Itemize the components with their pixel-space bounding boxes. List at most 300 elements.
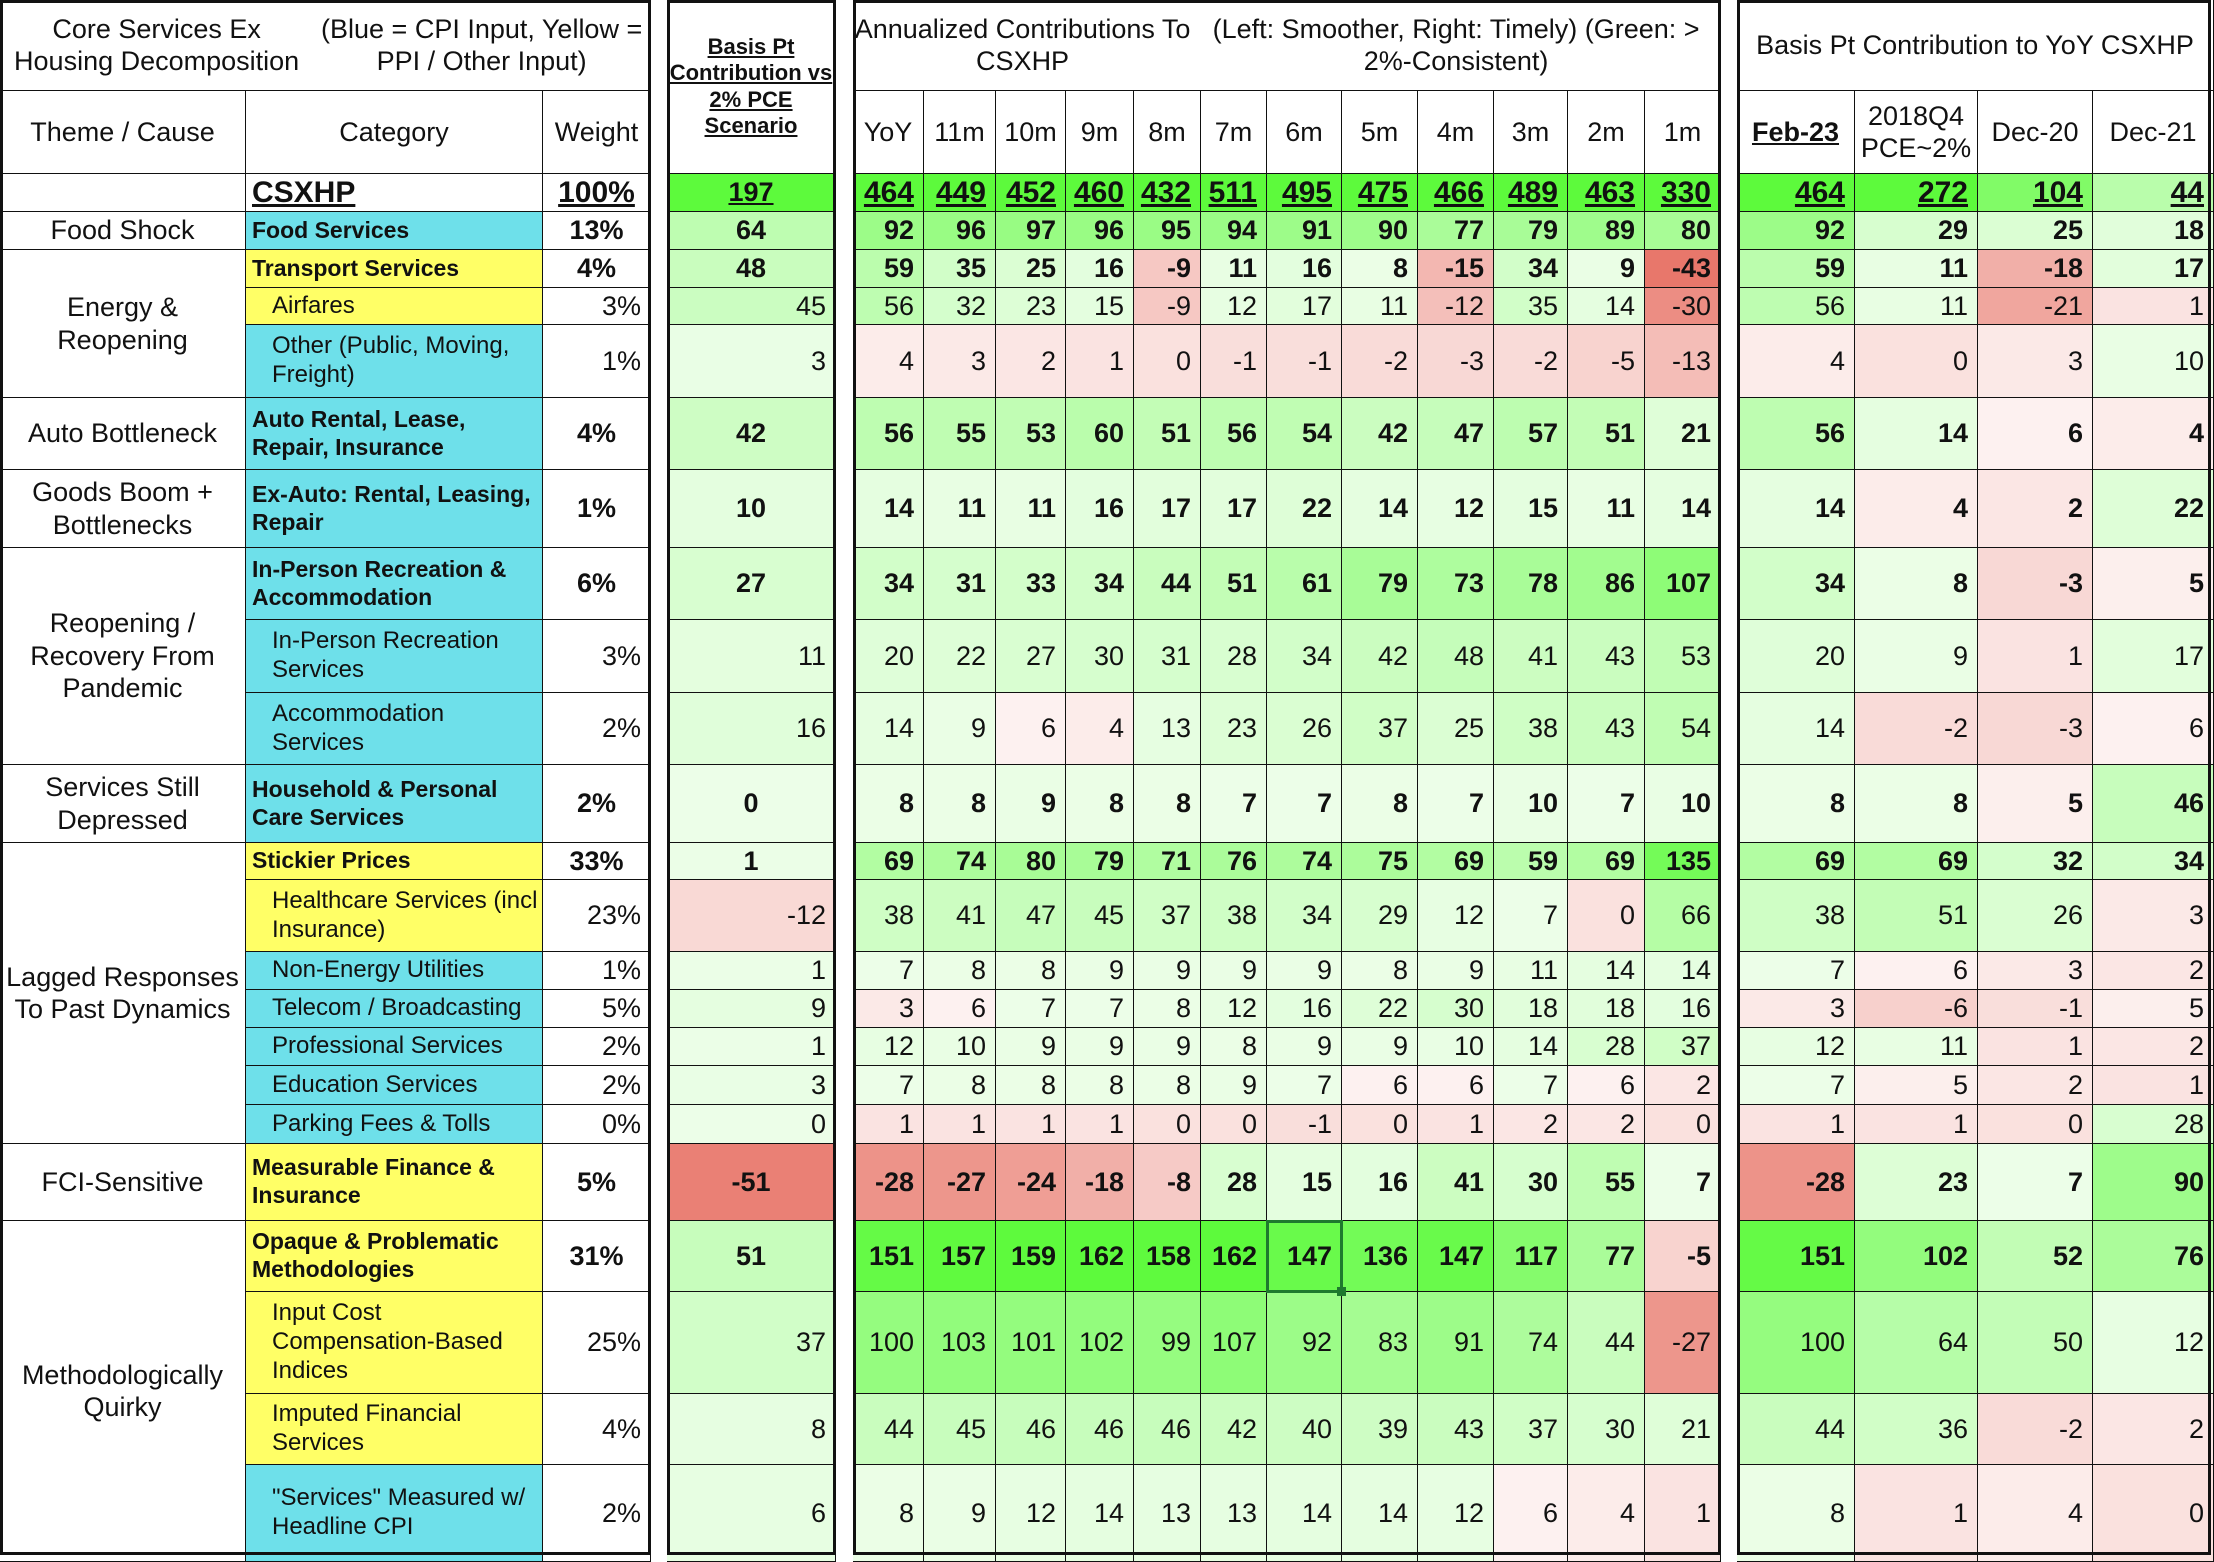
yoy-contribution-value[interactable]: 17 [2093,620,2214,693]
annualized-value-3m[interactable]: 59 [1494,843,1568,880]
annualized-value-6m[interactable]: 9 [1267,952,1342,990]
yoy-contribution-value[interactable]: 4 [2093,398,2214,470]
annualized-value-3m[interactable]: 79 [1494,212,1568,250]
yoy-contribution-value[interactable]: 29 [1855,212,1978,250]
annualized-value-3m[interactable]: 18 [1494,990,1568,1028]
annualized-value-3m[interactable]: 34 [1494,250,1568,288]
yoy-contribution-value[interactable]: 22 [2093,470,2214,548]
category-cell[interactable]: CSXHP [246,174,543,212]
theme-cell[interactable]: Lagged Responses To Past Dynamics [0,843,246,1144]
annualized-value-6m[interactable]: 74 [1267,843,1342,880]
annualized-value-4m[interactable]: 43 [1418,1394,1494,1465]
annualized-value-6m[interactable]: 17 [1267,288,1342,325]
yoy-contribution-value[interactable]: -3 [1978,548,2093,620]
period-header-8m[interactable]: 8m [1134,91,1201,174]
annualized-value-YoY[interactable]: 59 [853,250,924,288]
annualized-value-10m[interactable]: 452 [996,174,1066,212]
basis-value[interactable]: 27 [667,548,836,620]
annualized-value-5m[interactable]: 90 [1342,212,1418,250]
weight-cell[interactable]: 23% [543,880,651,952]
annualized-value-2m[interactable]: 18 [1568,990,1645,1028]
annualized-value-11m[interactable]: 9 [924,1465,996,1562]
annualized-value-YoY[interactable]: 56 [853,398,924,470]
annualized-value-6m[interactable]: 15 [1267,1144,1342,1221]
annualized-value-10m[interactable]: 46 [996,1394,1066,1465]
annualized-value-1m[interactable]: 80 [1645,212,1721,250]
annualized-value-5m[interactable]: 79 [1342,548,1418,620]
title-cell[interactable] [0,0,651,91]
annualized-value-2m[interactable]: 86 [1568,548,1645,620]
category-cell[interactable]: Auto Rental, Lease, Repair, Insurance [246,398,543,470]
weight-cell[interactable]: 13% [543,212,651,250]
basis-header[interactable]: Basis Pt Contribution vs 2% PCE Scenario [667,0,836,174]
yoy-contribution-value[interactable]: 69 [1737,843,1855,880]
annualized-value-1m[interactable]: -27 [1645,1292,1721,1394]
yoy-contribution-value[interactable]: -6 [1855,990,1978,1028]
annualized-value-2m[interactable]: 69 [1568,843,1645,880]
yoy-contribution-value[interactable]: 32 [1978,843,2093,880]
annualized-value-4m[interactable]: 6 [1418,1066,1494,1105]
weight-cell[interactable]: 4% [543,250,651,288]
category-cell[interactable]: Non-Energy Utilities [246,952,543,990]
theme-cell[interactable] [0,174,246,212]
annualized-value-5m[interactable]: 9 [1342,1028,1418,1066]
annualized-value-3m[interactable]: 117 [1494,1221,1568,1292]
annualized-value-10m[interactable]: 6 [996,693,1066,765]
category-cell[interactable]: Education Services [246,1066,543,1105]
annualized-value-6m[interactable]: 26 [1267,693,1342,765]
annualized-value-2m[interactable]: 14 [1568,288,1645,325]
weight-cell[interactable]: 5% [543,1144,651,1221]
yoy-contribution-value[interactable]: 36 [1855,1394,1978,1465]
annualized-value-YoY[interactable]: 4 [853,325,924,398]
annualized-value-2m[interactable]: 0 [1568,880,1645,952]
yoy-contribution-value[interactable]: 5 [2093,990,2214,1028]
annualized-value-1m[interactable]: -30 [1645,288,1721,325]
annualized-value-YoY[interactable]: 8 [853,765,924,843]
yoy-contribution-value[interactable]: -2 [1855,693,1978,765]
annualized-value-3m[interactable]: 41 [1494,620,1568,693]
annualized-value-7m[interactable]: 17 [1201,470,1267,548]
basis-value[interactable]: 64 [667,212,836,250]
annualized-value-5m[interactable]: 37 [1342,693,1418,765]
yoy-contribution-value[interactable]: 14 [1737,470,1855,548]
yoy-contribution-value[interactable]: 25 [1978,212,2093,250]
category-cell[interactable]: Food Services [246,212,543,250]
annualized-value-YoY[interactable]: 100 [853,1292,924,1394]
basis-value[interactable]: 0 [667,765,836,843]
annualized-value-7m[interactable]: 56 [1201,398,1267,470]
yoy-contribution-value[interactable]: 1 [2093,1066,2214,1105]
annualized-value-YoY[interactable]: 92 [853,212,924,250]
annualized-value-8m[interactable]: 0 [1134,1105,1201,1144]
basis-value[interactable]: 42 [667,398,836,470]
annualized-value-5m[interactable]: 14 [1342,470,1418,548]
category-cell[interactable]: "Services" Measured w/ Headline CPI [246,1465,543,1562]
annualized-value-2m[interactable]: 28 [1568,1028,1645,1066]
annualized-value-5m[interactable]: 83 [1342,1292,1418,1394]
annualized-value-7m[interactable]: 9 [1201,952,1267,990]
annualized-value-1m[interactable]: -43 [1645,250,1721,288]
annualized-value-2m[interactable]: 30 [1568,1394,1645,1465]
annualized-value-9m[interactable]: 460 [1066,174,1134,212]
annualized-value-5m[interactable]: 75 [1342,843,1418,880]
annualized-value-11m[interactable]: 31 [924,548,996,620]
annualized-value-9m[interactable]: 30 [1066,620,1134,693]
yoy-contribution-value[interactable]: 20 [1737,620,1855,693]
yoy-contribution-value[interactable]: 102 [1855,1221,1978,1292]
annualized-value-9m[interactable]: 79 [1066,843,1134,880]
annualized-value-10m[interactable]: 33 [996,548,1066,620]
weight-cell[interactable]: 2% [543,765,651,843]
yoy-contribution-value[interactable]: 5 [1978,765,2093,843]
annualized-value-5m[interactable]: 0 [1342,1105,1418,1144]
annualized-value-5m[interactable]: 42 [1342,620,1418,693]
basis-value[interactable]: 51 [667,1221,836,1292]
annualized-value-3m[interactable]: 38 [1494,693,1568,765]
yoy-contribution-value[interactable]: 7 [1737,1066,1855,1105]
annualized-value-9m[interactable]: 45 [1066,880,1134,952]
yoy-contribution-value[interactable]: 12 [2093,1292,2214,1394]
period-header-11m[interactable]: 11m [924,91,996,174]
annualized-value-4m[interactable]: 9 [1418,952,1494,990]
annualized-value-3m[interactable]: 7 [1494,1066,1568,1105]
annualized-value-11m[interactable]: 3 [924,325,996,398]
annualized-value-9m[interactable]: 16 [1066,470,1134,548]
annualized-value-2m[interactable]: 4 [1568,1465,1645,1562]
annualized-value-3m[interactable]: 7 [1494,880,1568,952]
weight-cell[interactable]: 5% [543,990,651,1028]
annualized-value-5m[interactable]: 6 [1342,1066,1418,1105]
yoy-contribution-value[interactable]: 34 [2093,843,2214,880]
annualized-value-7m[interactable]: 12 [1201,288,1267,325]
yoy-contribution-value[interactable]: 90 [2093,1144,2214,1221]
yoy-contribution-value[interactable]: 464 [1737,174,1855,212]
yoy-contribution-value[interactable]: 0 [2093,1465,2214,1562]
annualized-value-2m[interactable]: 2 [1568,1105,1645,1144]
annualized-value-9m[interactable]: 9 [1066,1028,1134,1066]
annualized-value-9m[interactable]: 8 [1066,765,1134,843]
annualized-value-2m[interactable]: 463 [1568,174,1645,212]
annualized-value-6m[interactable]: 147 [1267,1221,1342,1292]
annualized-value-9m[interactable]: 4 [1066,693,1134,765]
yoy-contribution-value[interactable]: 5 [1855,1066,1978,1105]
annualized-value-1m[interactable]: -5 [1645,1221,1721,1292]
yoy-contribution-value[interactable]: -18 [1978,250,2093,288]
yoy-contribution-value[interactable]: 28 [2093,1105,2214,1144]
annualized-value-YoY[interactable]: 3 [853,990,924,1028]
yoy-contribution-value[interactable]: 50 [1978,1292,2093,1394]
yoy-contribution-value[interactable]: 44 [2093,174,2214,212]
annualized-value-YoY[interactable]: 8 [853,1465,924,1562]
annualized-value-8m[interactable]: 432 [1134,174,1201,212]
yoy-contribution-value[interactable]: 9 [1855,620,1978,693]
annualized-value-10m[interactable]: -24 [996,1144,1066,1221]
yoy-contribution-value[interactable]: 34 [1737,548,1855,620]
yoy-contribution-value[interactable]: 8 [1855,548,1978,620]
theme-cell[interactable]: FCI-Sensitive [0,1144,246,1221]
annualized-value-10m[interactable]: 11 [996,470,1066,548]
annualized-value-8m[interactable]: 44 [1134,548,1201,620]
annualized-value-5m[interactable]: 39 [1342,1394,1418,1465]
annualized-value-5m[interactable]: 8 [1342,952,1418,990]
period-header-2m[interactable]: 2m [1568,91,1645,174]
yoy-contribution-value[interactable]: 52 [1978,1221,2093,1292]
fill-handle[interactable] [1337,1287,1346,1296]
weight-cell[interactable]: 100% [543,174,651,212]
annualized-header[interactable] [853,0,1721,91]
annualized-value-2m[interactable]: 89 [1568,212,1645,250]
weight-cell[interactable]: 0% [543,1105,651,1144]
annualized-value-9m[interactable]: 7 [1066,990,1134,1028]
annualized-value-8m[interactable]: 9 [1134,1028,1201,1066]
yoy-col-header-3[interactable]: Dec-21 [2093,91,2214,174]
annualized-value-YoY[interactable]: 14 [853,470,924,548]
annualized-value-9m[interactable]: 162 [1066,1221,1134,1292]
basis-value[interactable]: 10 [667,470,836,548]
annualized-value-9m[interactable]: 15 [1066,288,1134,325]
category-cell[interactable]: Professional Services [246,1028,543,1066]
yoy-contribution-value[interactable]: 5 [2093,548,2214,620]
period-header-6m[interactable]: 6m [1267,91,1342,174]
annualized-value-3m[interactable]: 35 [1494,288,1568,325]
yoy-contribution-value[interactable]: 18 [2093,212,2214,250]
annualized-value-YoY[interactable]: 44 [853,1394,924,1465]
annualized-value-8m[interactable]: 71 [1134,843,1201,880]
annualized-value-7m[interactable]: 76 [1201,843,1267,880]
annualized-value-3m[interactable]: 2 [1494,1105,1568,1144]
weight-cell[interactable]: 25% [543,1292,651,1394]
annualized-value-7m[interactable]: 94 [1201,212,1267,250]
period-header-YoY[interactable]: YoY [853,91,924,174]
theme-cell[interactable]: Reopening / Recovery From Pandemic [0,548,246,765]
yoy-contribution-value[interactable]: 14 [1855,398,1978,470]
annualized-value-1m[interactable]: 135 [1645,843,1721,880]
yoy-contribution-value[interactable]: 59 [1737,250,1855,288]
annualized-value-1m[interactable]: 14 [1645,952,1721,990]
annualized-value-1m[interactable]: 7 [1645,1144,1721,1221]
annualized-value-7m[interactable]: 38 [1201,880,1267,952]
yoy-contribution-value[interactable]: 92 [1737,212,1855,250]
annualized-value-8m[interactable]: 51 [1134,398,1201,470]
annualized-value-4m[interactable]: 10 [1418,1028,1494,1066]
annualized-value-7m[interactable]: 107 [1201,1292,1267,1394]
annualized-value-3m[interactable]: 74 [1494,1292,1568,1394]
annualized-value-3m[interactable]: -2 [1494,325,1568,398]
yoy-contribution-value[interactable]: 1 [1855,1105,1978,1144]
annualized-value-YoY[interactable]: 38 [853,880,924,952]
annualized-value-10m[interactable]: 159 [996,1221,1066,1292]
annualized-value-1m[interactable]: 2 [1645,1066,1721,1105]
annualized-value-5m[interactable]: 8 [1342,250,1418,288]
annualized-value-1m[interactable]: 0 [1645,1105,1721,1144]
annualized-value-1m[interactable]: 10 [1645,765,1721,843]
annualized-value-4m[interactable]: 41 [1418,1144,1494,1221]
annualized-value-11m[interactable]: 41 [924,880,996,952]
annualized-value-3m[interactable]: 14 [1494,1028,1568,1066]
annualized-value-6m[interactable]: 16 [1267,990,1342,1028]
annualized-value-2m[interactable]: 7 [1568,765,1645,843]
annualized-value-9m[interactable]: 96 [1066,212,1134,250]
weight-cell[interactable]: 6% [543,548,651,620]
yoy-contribution-value[interactable]: 0 [1855,325,1978,398]
yoy-contribution-value[interactable]: 46 [2093,765,2214,843]
category-cell[interactable]: Telecom / Broadcasting [246,990,543,1028]
annualized-value-7m[interactable]: 162 [1201,1221,1267,1292]
category-col-header[interactable]: Category [246,91,543,174]
annualized-value-8m[interactable]: 8 [1134,1066,1201,1105]
weight-cell[interactable]: 33% [543,843,651,880]
period-header-9m[interactable]: 9m [1066,91,1134,174]
yoy-contribution-value[interactable]: 3 [1737,990,1855,1028]
annualized-value-1m[interactable]: -13 [1645,325,1721,398]
annualized-value-11m[interactable]: 35 [924,250,996,288]
annualized-value-1m[interactable]: 37 [1645,1028,1721,1066]
annualized-value-11m[interactable]: 103 [924,1292,996,1394]
annualized-value-1m[interactable]: 21 [1645,398,1721,470]
annualized-value-3m[interactable]: 489 [1494,174,1568,212]
yoy-contribution-value[interactable]: 2 [2093,952,2214,990]
annualized-value-9m[interactable]: 16 [1066,250,1134,288]
annualized-value-6m[interactable]: -1 [1267,325,1342,398]
period-header-4m[interactable]: 4m [1418,91,1494,174]
yoy-contribution-value[interactable]: 1 [1978,620,2093,693]
annualized-value-9m[interactable]: 46 [1066,1394,1134,1465]
theme-cell[interactable]: Food Shock [0,212,246,250]
annualized-value-YoY[interactable]: 56 [853,288,924,325]
basis-value[interactable]: 3 [667,325,836,398]
yoy-contribution-value[interactable]: 14 [1737,693,1855,765]
basis-value[interactable]: 8 [667,1394,836,1465]
annualized-value-9m[interactable]: 8 [1066,1066,1134,1105]
annualized-value-10m[interactable]: 80 [996,843,1066,880]
annualized-value-4m[interactable]: 25 [1418,693,1494,765]
annualized-value-4m[interactable]: 12 [1418,880,1494,952]
annualized-value-10m[interactable]: 7 [996,990,1066,1028]
yoy-contribution-value[interactable]: 12 [1737,1028,1855,1066]
basis-value[interactable]: 1 [667,952,836,990]
annualized-value-4m[interactable]: 47 [1418,398,1494,470]
yoy-contribution-value[interactable]: 56 [1737,288,1855,325]
annualized-value-4m[interactable]: 30 [1418,990,1494,1028]
annualized-value-3m[interactable]: 6 [1494,1465,1568,1562]
annualized-value-5m[interactable]: 16 [1342,1144,1418,1221]
yoy-contribution-value[interactable]: 44 [1737,1394,1855,1465]
annualized-value-10m[interactable]: 23 [996,288,1066,325]
annualized-value-2m[interactable]: 14 [1568,952,1645,990]
category-cell[interactable]: Accommodation Services [246,693,543,765]
yoy-contribution-value[interactable]: 6 [1855,952,1978,990]
annualized-value-5m[interactable]: 8 [1342,765,1418,843]
yoy-contribution-value[interactable]: 2 [2093,1028,2214,1066]
annualized-value-8m[interactable]: 13 [1134,693,1201,765]
category-cell[interactable]: Stickier Prices [246,843,543,880]
annualized-value-7m[interactable]: -1 [1201,325,1267,398]
theme-cell[interactable]: Methodologically Quirky [0,1221,246,1562]
yoy-contribution-value[interactable]: 11 [1855,288,1978,325]
annualized-value-10m[interactable]: 1 [996,1105,1066,1144]
weight-cell[interactable]: 4% [543,398,651,470]
yoy-contribution-value[interactable]: 7 [1978,1144,2093,1221]
basis-value[interactable]: 6 [667,1465,836,1562]
period-header-5m[interactable]: 5m [1342,91,1418,174]
annualized-value-YoY[interactable]: 12 [853,1028,924,1066]
annualized-value-5m[interactable]: 29 [1342,880,1418,952]
yoy-contribution-value[interactable]: 0 [1978,1105,2093,1144]
weight-cell[interactable]: 2% [543,1465,651,1562]
annualized-value-10m[interactable]: 8 [996,1066,1066,1105]
annualized-value-4m[interactable]: 73 [1418,548,1494,620]
annualized-value-11m[interactable]: 74 [924,843,996,880]
annualized-value-5m[interactable]: 22 [1342,990,1418,1028]
annualized-value-5m[interactable]: 475 [1342,174,1418,212]
yoy-contribution-value[interactable]: 38 [1737,880,1855,952]
annualized-value-10m[interactable]: 8 [996,952,1066,990]
yoy-contribution-value[interactable]: -28 [1737,1144,1855,1221]
annualized-value-6m[interactable]: 34 [1267,880,1342,952]
annualized-value-2m[interactable]: 51 [1568,398,1645,470]
annualized-value-4m[interactable]: -12 [1418,288,1494,325]
annualized-value-7m[interactable]: 28 [1201,620,1267,693]
yoy-contribution-value[interactable]: 26 [1978,880,2093,952]
annualized-value-11m[interactable]: 6 [924,990,996,1028]
theme-cell[interactable]: Auto Bottleneck [0,398,246,470]
annualized-value-6m[interactable]: 91 [1267,212,1342,250]
yoy-contribution-value[interactable]: 76 [2093,1221,2214,1292]
annualized-value-4m[interactable]: 1 [1418,1105,1494,1144]
yoy-contribution-value[interactable]: 104 [1978,174,2093,212]
annualized-value-10m[interactable]: 9 [996,1028,1066,1066]
annualized-value-7m[interactable]: 511 [1201,174,1267,212]
annualized-value-8m[interactable]: 8 [1134,990,1201,1028]
annualized-value-6m[interactable]: -1 [1267,1105,1342,1144]
annualized-value-9m[interactable]: 1 [1066,1105,1134,1144]
annualized-value-10m[interactable]: 101 [996,1292,1066,1394]
yoy-contribution-value[interactable]: 7 [1737,952,1855,990]
basis-value[interactable]: 37 [667,1292,836,1394]
annualized-value-5m[interactable]: 136 [1342,1221,1418,1292]
yoy-contribution-value[interactable]: -21 [1978,288,2093,325]
annualized-value-11m[interactable]: 8 [924,952,996,990]
annualized-value-6m[interactable]: 61 [1267,548,1342,620]
annualized-value-1m[interactable]: 21 [1645,1394,1721,1465]
category-cell[interactable]: Transport Services [246,250,543,288]
annualized-value-2m[interactable]: 44 [1568,1292,1645,1394]
basis-value[interactable]: 3 [667,1066,836,1105]
category-cell[interactable]: Ex-Auto: Rental, Leasing, Repair [246,470,543,548]
weight-cell[interactable]: 2% [543,693,651,765]
period-header-7m[interactable]: 7m [1201,91,1267,174]
category-cell[interactable]: In-Person Recreation & Accommodation [246,548,543,620]
annualized-value-11m[interactable]: 96 [924,212,996,250]
yoy-contribution-value[interactable]: 1 [2093,288,2214,325]
weight-cell[interactable]: 1% [543,325,651,398]
yoy-contribution-value[interactable]: 17 [2093,250,2214,288]
annualized-value-7m[interactable]: 23 [1201,693,1267,765]
annualized-value-4m[interactable]: 77 [1418,212,1494,250]
yoy-contribution-value[interactable]: 1 [1737,1105,1855,1144]
yoy-col-header-1[interactable]: 2018Q4 PCE~2% [1855,91,1978,174]
annualized-value-9m[interactable]: -18 [1066,1144,1134,1221]
annualized-value-YoY[interactable]: 20 [853,620,924,693]
weight-cell[interactable]: 2% [543,1028,651,1066]
annualized-value-10m[interactable]: 97 [996,212,1066,250]
annualized-value-YoY[interactable]: 14 [853,693,924,765]
yoy-contribution-value[interactable]: -3 [1978,693,2093,765]
yoy-contribution-value[interactable]: 151 [1737,1221,1855,1292]
category-cell[interactable]: Opaque & Problematic Methodologies [246,1221,543,1292]
annualized-value-9m[interactable]: 60 [1066,398,1134,470]
